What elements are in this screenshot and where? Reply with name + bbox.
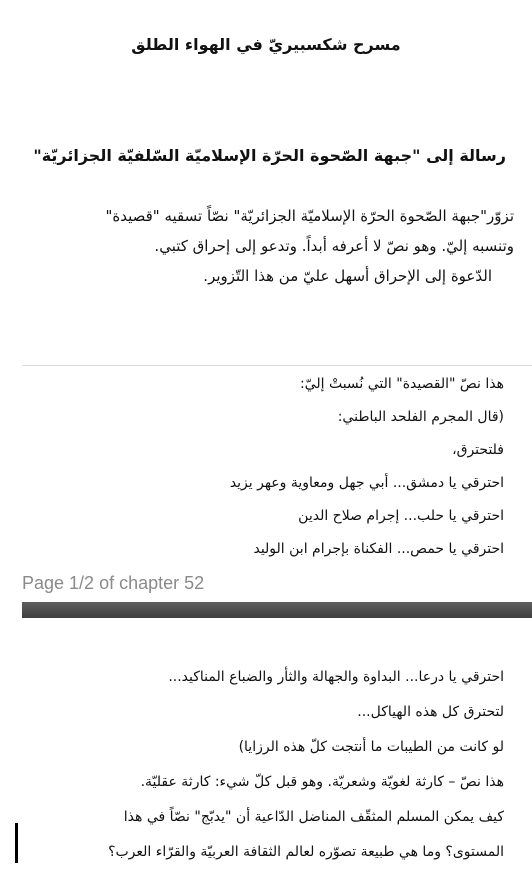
quote-line: هذا نصّ "القصيدة" التي نُسبتْ إليّ: xyxy=(299,376,504,392)
quote-line: (قال المجرم الفلحد الباطني: xyxy=(337,409,504,425)
quote-line: فلتحترق، xyxy=(452,442,504,458)
page-indicator: Page 1/2 of chapter 52 xyxy=(22,573,205,593)
quote-line: احترقي يا دمشق... أبي جهل ومعاوية وعهر يزيد xyxy=(229,475,504,491)
page-separator-bar xyxy=(22,602,532,618)
text-line: هذا نصّ – كارثة لغويّة وشعريّة. وهو قبل كلّ شيء: كارثة عقليّة. xyxy=(140,774,504,790)
paragraph-line: وتنسبه إليّ. وهو نصّ لا أعرفه أبداً. وتدعو إلى إحراق كتبي. xyxy=(154,237,514,255)
text-line: كيف يمكن المسلم المثقّف المناضل الدّاعية أن "يدبّج" نصّاً في هذا xyxy=(123,809,504,825)
next-page-text xyxy=(14,660,504,870)
paragraph-line: الدّعوة إلى الإحراق أسهل عليّ من هذا التّزوير. xyxy=(203,267,492,285)
quote-line: احترقي يا حلب... إجرام صلاح الدين xyxy=(298,508,504,524)
intro-paragraph xyxy=(26,201,514,291)
poem-quote-block xyxy=(22,365,532,576)
text-line: احترقي يا درعا... البداوة والجهالة والثأر والضباع المناكيد... xyxy=(168,669,504,685)
text-line: لتحترق كل هذه الهياكل... xyxy=(357,704,504,720)
text-line: المستوى؟ وما هي طبيعة تصوّره لعالم الثقافة العربيّة والقرّاء العرب؟ xyxy=(108,844,504,860)
chapter-title: مسرح شكسبيريّ في الهواء الطلق xyxy=(131,35,401,54)
text-line: لو كانت من الطيبات ما أنتجت كلّ هذه الرزايا) xyxy=(238,739,504,755)
paragraph-line: تزوّر"جبهة الصّحوة الحرّة الإسلاميّة الجزائريّة" نصّاً تسقيه "قصيدة" xyxy=(105,207,514,225)
quote-line: احترقي يا حمص... الفكناة بإجرام ابن الوليد xyxy=(253,541,504,557)
letter-heading: رسالة إلى "جبهة الصّحوة الحرّة الإسلاميّة السّلفيّة الجزائريّة" xyxy=(33,146,506,165)
text-cursor xyxy=(15,823,18,863)
